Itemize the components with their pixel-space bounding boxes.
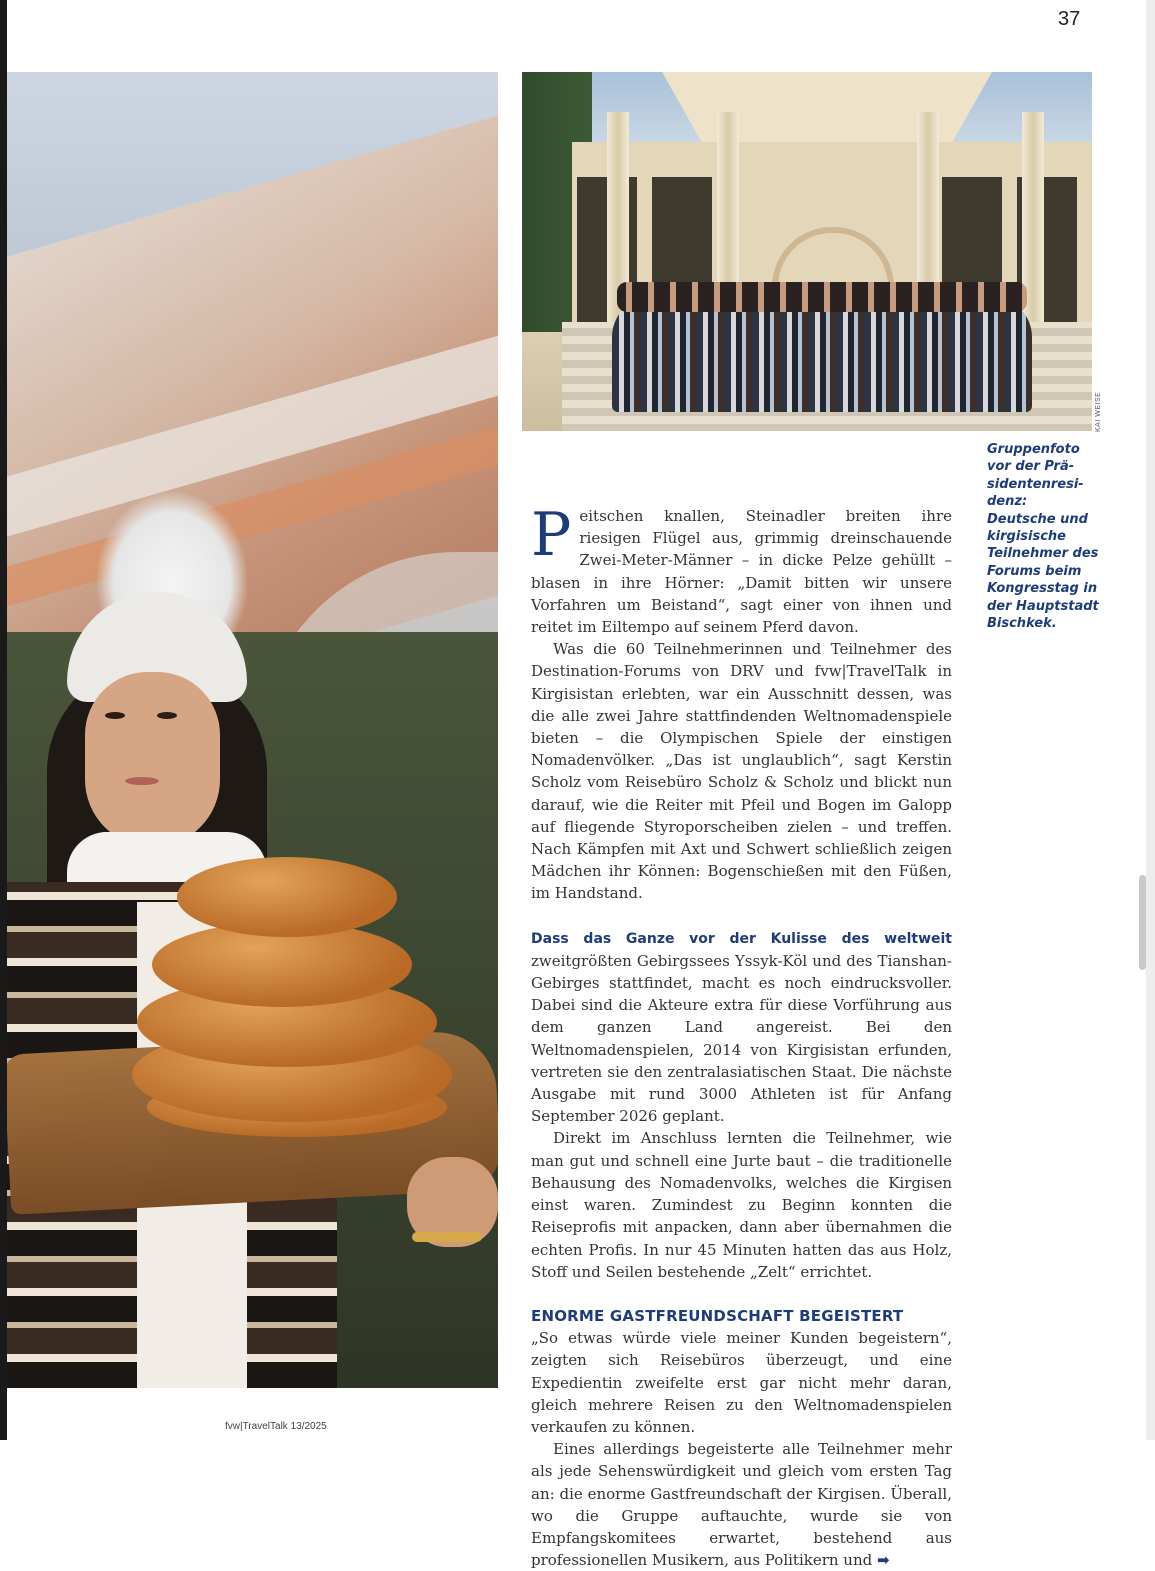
paragraph-lead-in: Dass das Ganze vor der Kulisse des weltweit (531, 930, 952, 947)
continue-arrow-icon: ➡ (877, 1551, 890, 1570)
viewer-left-edge (0, 0, 7, 1440)
paragraph-6: Eines allerdings begeisterte alle Teilnehmer mehr als jede Sehenswürdigkeit und gleich vom ersten Tag an: die enorme Gastfreundschaft der Kirgisen. Überall, wo die Gruppe auftauchte, wurde sie von Empfangskomitees erwartet, bestehend aus professionellen Musikern, aus Politikern und ➡ (531, 1440, 952, 1570)
caption-text: Gruppenfoto vor der Präsidentenresidenz: Deutsche und kirgisische Teilnehmer des Forums beim Kongresstag in der Hauptstadt Bischkek. (987, 442, 1099, 632)
footer-publication: fvw|TravelTalk 13/2025 (225, 1421, 327, 1432)
page-number: 37 (1058, 8, 1081, 30)
photo-credit: KAI WEISE (1095, 391, 1102, 432)
article-body (531, 500, 952, 1571)
paragraph-1: Peitschen knallen, Steinadler breiten ihre riesigen Flügel aus, grimmig dreinschauende Zwei-Meter-Männer – in dicke Pelze gehüllt – blasen in ihre Hörner: „Damit bitten wir unsere Vorfahren um Beistand“, sagt einer von ihnen und reitet im Eiltempo auf seinem Pferd davon. (531, 500, 952, 637)
section-subhead: ENORME GASTFREUNDSCHAFT BEGEISTERT (531, 1306, 904, 1325)
paragraph-3: Dass das Ganze vor der Kulisse des weltweit zweitgrößten Gebirgssees Yssyk-Köl und des Tianshan-Gebirges stattfindet, macht es noch eindrucksvoller. Dabei sind die Akteure extra für diese Vorführung aus dem ganzen Land angereist. Bei den Weltnomadenspielen, 2014 von Kirgisistan erfunden, vertreten sie den zentralasiatischen Staat. Die nächste Ausgabe mit rund 3000 Athleten ist für Anfang September 2026 geplant. (531, 930, 952, 1126)
scrollbar-thumb[interactable] (1139, 875, 1146, 970)
photo-caption (987, 441, 1099, 632)
viewer-scroll-track[interactable] (1146, 0, 1155, 1440)
paragraph-5: „So etwas würde viele meiner Kunden begeistern“, zeigten sich Reisebüros überzeugt, und eine Expedientin zweifelte erst gar nicht mehr daran, gleich mehrere Reisen zu den Weltnomadenspielen verkaufen zu können. (531, 1329, 952, 1436)
drop-cap: P (531, 500, 572, 570)
photo-group-presidential-residence (522, 72, 1092, 431)
photo-woman-with-bread (7, 72, 498, 1388)
paragraph-2: Was die 60 Teilnehmerinnen und Teilnehmer des Destination-Forums von DRV und fvw|TravelTalk in Kirgisistan erlebten, war ein Ausschnitt dessen, was die alle zwei Jahre stattfindenden Weltnomadenspiele bieten – die Olympischen Spiele der einstigen Nomadenvölker. „Das ist unglaublich“, sagt Kerstin Scholz vom Reisebüro Scholz & Scholz und blickt nun darauf, wie die Reiter mit Pfeil und Bogen im Galopp auf fliegende Styroporscheiben zielen – und treffen. Nach Kämpfen mit Axt und Schwert schließlich zeigen Mädchen ihr Können: Bogenschießen mit den Füßen, im Handstand. (531, 640, 952, 903)
paragraph-4: Direkt im Anschluss lernten die Teilnehmer, wie man gut und schnell eine Jurte baut – die traditionelle Behausung des Nomadenvolks, welches die Kirgisen einst waren. Zumindest zu Beginn konnten die Reiseprofis mit anpacken, dann aber übernahmen die echten Profis. In nur 45 Minuten hatten das aus Holz, Stoff und Seilen bestehende „Zelt“ errichtet. (531, 1129, 952, 1281)
